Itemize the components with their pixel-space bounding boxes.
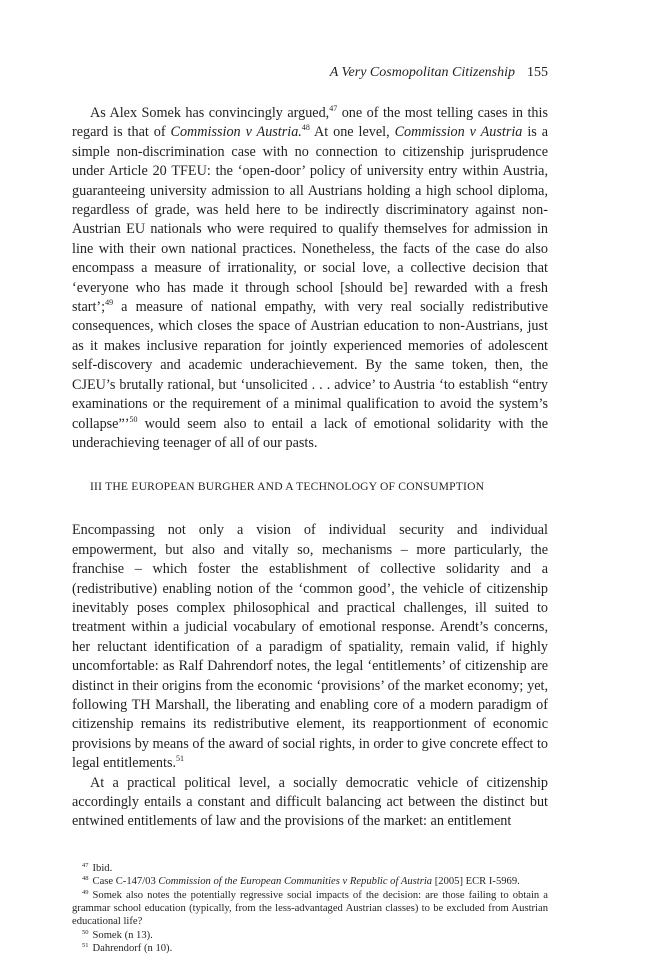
footnote-text: Somek also notes the potentially regressive social impacts of the decision: are those failing to obtain a grammar school education (typically, from the less-advantaged Austrian classes) to be excluded from Austrian educational life?: [72, 889, 548, 928]
para1-text-2: one of the most telling cases in this regard is that of: [72, 105, 548, 141]
footnote-number: 51: [82, 942, 89, 950]
para2-text: Encompassing not only a vision of individual security and individual empowerment, but also and vitally so, mechanisms – more particularly, the franchise – which foster the establishment of collective solidarity and a (redistributive) enabling notion of the ‘common good’, the vehicle of citizenship inevitably poses complex philosophical and practical challenges, ill suited to treatment within a judicial vocabulary of emotional response. Arendt’s concerns, her reluctant identification of a paradigm of spatiality, remain valid, if highly uncomfortable: as Ralf Dahrendorf notes, the legal ‘entitlements’ of citizenship are distinct in their origins from the economic ‘provisions’ of the market economy; yet, following TH Marshall, the liberating and enabling core of a modern paradigm of citizenship remains its redistributive element, its reapportionment of economic provisions by means of the award of social rights, in order to give concrete effect to legal entitlements.: [72, 522, 548, 772]
paragraph-balancing-act: At a practical political level, a socially democratic vehicle of citizenship accordingly entails a constant and difficult balancing act between the distinct but entwined entitlements of law and the provisions of the market: an entitlement: [72, 774, 548, 830]
footnote-number: 50: [82, 928, 89, 936]
footnote-ref-51[interactable]: 51: [176, 754, 185, 764]
footnote-ref-48[interactable]: 48: [301, 123, 310, 133]
para1-text-4: is a simple non-discrimination case with no connection to citizenship jurisprudence under Article 20 TFEU: the ‘open-door’ policy of university entry within Austria, guaranteeing university admission to all Austrians holding a high school diploma, regardless of grade, was held here to be indirectly discriminatory against non-Austrian EU nationals who were required to qualify themselves for admission in line with their own national practices. Nonetheless, the facts of the case do also encompass a measure of irrationality, or social love, a collective decision that ‘everyone who has made it through school [should be] rewarded with a fresh start’;: [72, 124, 548, 316]
footnote-ref-47[interactable]: 47: [329, 104, 338, 113]
case-name-commission-v-austria: Commission v Austria.: [170, 124, 302, 141]
footnote-number: 49: [82, 888, 89, 896]
section-heading: III THE EUROPEAN BURGHER AND A TECHNOLOGY OF CONSUMPTION: [90, 480, 485, 494]
para1-text-3: At one level,: [309, 124, 395, 141]
footnote-ref-50[interactable]: 50: [129, 414, 138, 424]
footnote-case-name: Commission of the European Communities v Republic of Austria: [158, 876, 433, 888]
footnote-49: [72, 889, 548, 929]
page: [72, 64, 548, 956]
footnote-number: 48: [82, 875, 89, 883]
para1-text-6: would seem also to entail a lack of emotional solidarity with the underachieving teenager of all of our pasts.: [72, 415, 548, 451]
footnotes: [72, 862, 548, 956]
page-number: 155: [527, 65, 548, 80]
para1-text-5: a measure of national empathy, with very real socially redistributive consequences, which closes the space of Austrian education to non-Austrians, just as it makes inclusive reparation for jointly experienced memories of adolescent self-discovery and academic underachievement. By the same token, then, the CJEU’s brutally rational, but ‘unsolicited . . . advice’ to Austria ‘to establish “entry examinations or the requirement of a minimal qualification to avoid the system’s collapse”’: [72, 299, 548, 432]
running-head-title: A Very Cosmopolitan Citizenship: [329, 65, 515, 80]
footnote-ref-49[interactable]: 49: [105, 298, 114, 308]
footnote-51: [72, 942, 548, 955]
footnote-text: Somek (n 13).: [92, 929, 153, 941]
footnote-50: [72, 929, 548, 942]
paragraph-citizenship-vehicle: [72, 521, 548, 773]
footnote-text: Case C-147/03: [92, 876, 159, 888]
paragraph-commission-v-austria: [72, 104, 548, 453]
footnote-text: Ibid.: [92, 862, 113, 874]
footnote-number: 47: [82, 861, 89, 869]
footnote-48: [72, 875, 548, 888]
footnote-47: [72, 862, 548, 875]
footnote-text: Dahrendorf (n 10).: [92, 943, 173, 955]
case-name-commission-v-austria-2: Commission v Austria: [394, 124, 523, 141]
running-head: [72, 64, 548, 82]
para1-text-1: As Alex Somek has convincingly argued,: [90, 105, 330, 121]
footnote-citation: [2005] ECR I-5969.: [432, 876, 520, 888]
